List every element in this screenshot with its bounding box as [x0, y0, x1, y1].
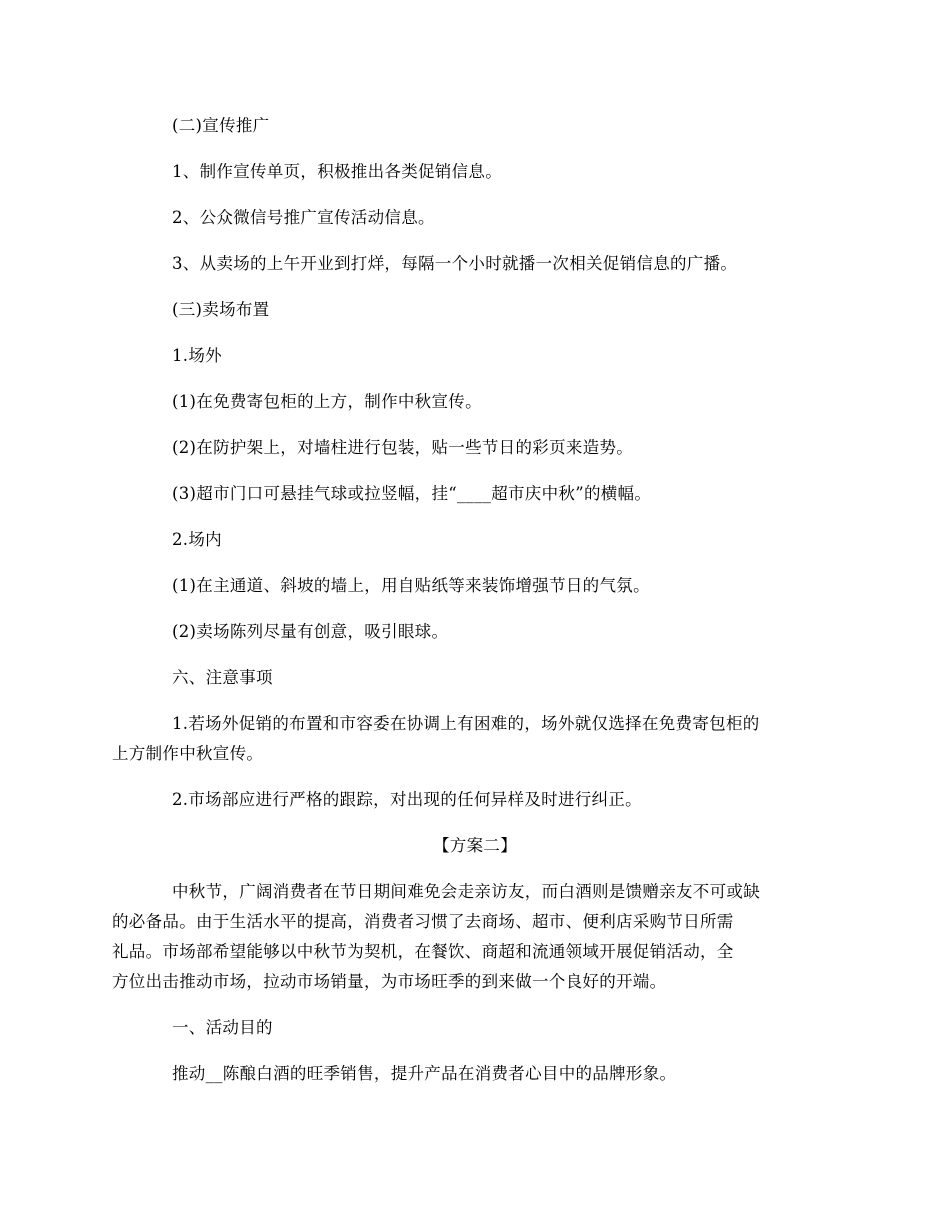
- paragraph: (3)超市门口可悬挂气球或拉竖幅，挂“____超市庆中秋”的横幅。: [172, 484, 652, 503]
- paragraph-line: 上方制作中秋宣传。: [112, 744, 264, 763]
- plan-two-title: 【方案二】: [433, 836, 517, 855]
- paragraph-line: 1.若场外促销的布置和市容委在协调上有困难的，场外就仅选择在免费寄包柜的: [172, 714, 760, 733]
- paragraph: (1)在免费寄包柜的上方，制作中秋宣传。: [172, 392, 482, 411]
- subheading-inside: 2.场内: [172, 530, 222, 549]
- paragraph: (1)在主通道、斜坡的墙上，用自贴纸等来装饰增强节日的气氛。: [172, 576, 650, 595]
- paragraph-line: 中秋节，广阔消费者在节日期间难免会走亲访友，而白酒则是馈赠亲友不可或缺: [172, 882, 760, 901]
- paragraph: 3、从卖场的上午开业到打烊，每隔一个小时就播一次相关促销信息的广播。: [172, 254, 738, 273]
- paragraph-line: 礼品。市场部希望能够以中秋节为契机，在餐饮、商超和流通领域开展促销活动，全: [112, 942, 734, 961]
- paragraph-line: 的必备品。由于生活水平的提高，消费者习惯了去商场、超市、便利店采购节日所需: [112, 912, 734, 931]
- section-heading-objective: 一、活动目的: [172, 1018, 273, 1037]
- section-heading-promotion: (二)宣传推广: [172, 116, 270, 135]
- section-heading-notes: 六、注意事项: [172, 668, 273, 687]
- paragraph: 推动__陈酿白酒的旺季销售，提升产品在消费者心目中的品牌形象。: [172, 1064, 677, 1083]
- paragraph-line: 方位出击推动市场，拉动市场销量，为市场旺季的到来做一个良好的开端。: [112, 972, 667, 991]
- paragraph: 2.市场部应进行严格的跟踪，对出现的任何异样及时进行纠正。: [172, 790, 642, 809]
- paragraph: 2、公众微信号推广宣传活动信息。: [172, 208, 435, 227]
- paragraph: (2)卖场陈列尽量有创意，吸引眼球。: [172, 622, 449, 641]
- section-heading-store-layout: (三)卖场布置: [172, 300, 270, 319]
- paragraph: (2)在防护架上，对墙柱进行包装，贴一些节日的彩页来造势。: [172, 438, 634, 457]
- paragraph: 1、制作宣传单页，积极推出各类促销信息。: [172, 162, 502, 181]
- subheading-outside: 1.场外: [172, 346, 222, 365]
